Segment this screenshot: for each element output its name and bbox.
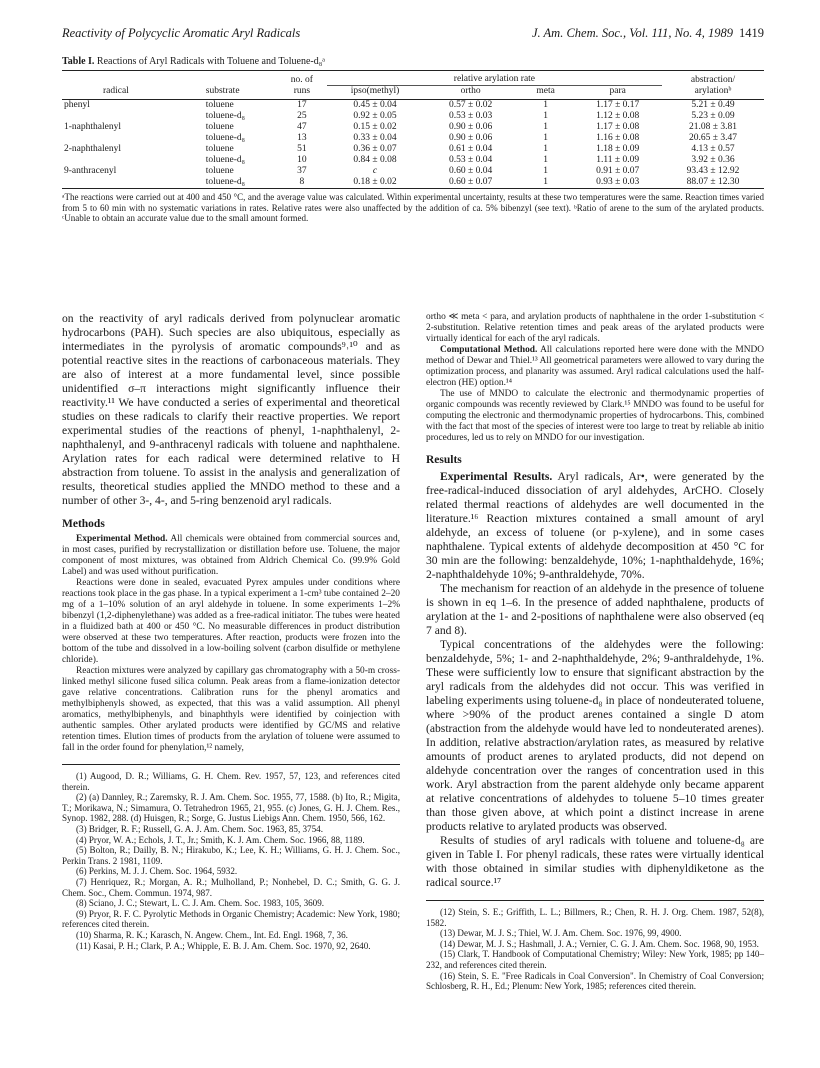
- cell-abstraction: 21.08 ± 3.81: [689, 122, 738, 132]
- cell-radical: 9-anthracenyl: [64, 166, 117, 176]
- analysis-paragraph: Reaction mixtures were analyzed by capillary gas chromatography with a 50-m cross-linked methyl silicone fused silica column. Peak areas from a flame-ionization detector gave relative concentrations. Calibration runs for the phenyl aromatics and methylbiphenyls showed, as expected, that this was a valid assumption. All phenyl aromatics, methylbiphenyls, and binaphthyls were identified by coinjection with authentic samples. Other arylated products were identified by GC/MS and relative retention times. Elution times of products from the arylation of toluene were assumed to fall in the order found for phenylation,¹² namely,: [62, 666, 400, 753]
- cell-runs: 25: [297, 111, 307, 121]
- left-column: [62, 312, 400, 951]
- table-row: [62, 111, 764, 122]
- cell-para: 1.11 ± 0.09: [596, 155, 640, 165]
- concentrations-paragraph: Typical concentrations of the aldehydes were the following: benzaldehyde, 5%; 1- and 2-naphthaldehyde, 2%; 9-anthraldehyde, 1%. These were sufficiently low to ensure that significant abstraction by the aryl radicals from the aldehydes did not occur. This was verified in labeling experiments using toluene-d₈ in place of nondeuterated toluene, where >90% of the product arenes contained a single D atom (abstraction from the aldehyde would have led to nondeuterated arenes). In addition, relative abstraction/arylation rates, as measured by relative amounts of product arenes to arylated products, did not depend on aldehyde concentration over the ranges of concentration used in this work. Aryl abstraction from the parent aldehyde only became apparent at relative concentrations of aldehydes to toluene 5–10 times greater than those given above, at which point a distinct increase in arene products relative to arylated products was observed.: [426, 638, 764, 833]
- running-head: [62, 26, 764, 46]
- experimental-method-text: All chemicals were obtained from commercial sources and, in most cases, purified by recrystallization or distillation before use. Toluene, the major component of most mixtures, was obtained from Aldrich Chemical Co. (99.9% Gold Label) and was used without purification.: [62, 534, 400, 577]
- cell-ortho: 0.53 ± 0.04: [448, 155, 493, 165]
- cell-abstraction: 4.13 ± 0.57: [691, 144, 735, 154]
- cell-abstraction: 5.21 ± 0.49: [691, 100, 735, 110]
- cell-ortho: 0.60 ± 0.04: [448, 166, 493, 176]
- reference-item: (11) Kasai, P. H.; Clark, P. A.; Whipple, E. B. J. Am. Chem. Soc. 1970, 92, 2640.: [76, 940, 371, 951]
- table-row: [62, 100, 764, 112]
- cell-meta: 1: [543, 144, 548, 154]
- results-heading: Results: [426, 454, 462, 466]
- experimental-results-label: Experimental Results.: [440, 470, 553, 483]
- cell-para: 1.17 ± 0.08: [596, 122, 640, 132]
- cell-radical: 2-naphthalenyl: [64, 144, 121, 154]
- reference-item: (5) Bolton, R.; Dailly, B. N.; Hirakubo, K.; Lee, K. H.; Williams, G. H. J. Chem. Soc., Perkin Trans. 2 1981, 1109.: [62, 845, 400, 866]
- cell-ortho: 0.53 ± 0.03: [448, 111, 493, 121]
- cell-abstraction: 93.43 ± 12.92: [686, 166, 740, 176]
- cell-meta: 1: [543, 166, 548, 176]
- running-head-journal: [532, 26, 764, 41]
- cell-meta: 1: [543, 111, 548, 121]
- reference-item: (1) Augood, D. R.; Williams, G. H. Chem. Rev. 1957, 57, 123, and references cited therein.: [62, 771, 400, 792]
- journal-citation: J. Am. Chem. Soc., Vol. 111, No. 4, 1989: [531, 26, 733, 40]
- header-ipso: ipso(methyl): [350, 86, 400, 96]
- experimental-method-label: Experimental Method.: [76, 534, 168, 544]
- cell-runs: 17: [297, 100, 307, 110]
- experimental-results-paragraph: [426, 470, 764, 582]
- reference-item: (4) Pryor, W. A.; Echols, J. T., Jr.; Smith, K. J. Am. Chem. Soc. 1966, 88, 1189.: [76, 834, 365, 845]
- cell-runs: 51: [297, 144, 307, 154]
- page-number: 1419: [739, 26, 764, 40]
- reference-item: (3) Bridger, R. F.; Russell, G. A. J. Am. Chem. Soc. 1963, 85, 3754.: [76, 823, 323, 834]
- cell-runs: 47: [297, 122, 307, 132]
- reactions-paragraph: Reactions were done in sealed, evacuated Pyrex ampules under conditions where reactions took place in the gas phase. In a typical experiment a 1-cm³ tube contained 2–20 mg of a 1–10% solution of an aryl aldehyde in toluene. In some experiments 1–2% bibenzyl (1,2-diphenylethane) was added as a free-radical initiator. The tubes were heated in a fluidized bath at 400 or 450 °C. No measurable differences in product distribution were observed at these two temperatures. After reaction, products were frozen into the bottom of the tube and dissolved in a low-boiling solvent (carbon disulfide or methylene chloride).: [62, 578, 400, 665]
- cell-substrate: toluene: [205, 144, 234, 154]
- reference-item: (8) Sciano, J. C.; Stewart, L. C. J. Am. Chem. Soc. 1983, 105, 3609.: [76, 898, 325, 909]
- reference-item: (10) Sharma, R. K.; Karasch, N. Angew. Chem., Int. Ed. Engl. 1968, 7, 36.: [76, 929, 348, 940]
- cell-ipso: 0.92 ± 0.05: [353, 111, 397, 121]
- footnote-rule: [62, 764, 400, 765]
- header-para: para: [609, 86, 626, 96]
- header-abstraction-line1: abstraction/: [690, 74, 736, 85]
- cell-substrate: toluene: [205, 122, 234, 132]
- table-caption: [62, 56, 764, 67]
- header-meta: meta: [536, 86, 555, 96]
- cell-runs: 10: [297, 155, 307, 165]
- cell-abstraction: 5.23 ± 0.09: [691, 111, 735, 121]
- header-ortho: ortho: [460, 86, 481, 96]
- reference-item: (14) Dewar, M. J. S.; Hashmall, J. A.; Vernier, C. G. J. Am. Chem. Soc. 1968, 90, 1953.: [440, 938, 759, 949]
- header-radical: radical: [102, 86, 129, 96]
- computational-method-label: Computational Method.: [440, 345, 538, 355]
- cell-para: 0.93 ± 0.03: [573, 177, 662, 189]
- cell-ortho: 0.57 ± 0.02: [448, 100, 493, 110]
- cell-ipso: 0.84 ± 0.08: [353, 155, 397, 165]
- cell-meta: 1: [543, 122, 548, 132]
- cell-ipso: 0.36 ± 0.07: [353, 144, 397, 154]
- cell-ipso: 0.33 ± 0.04: [353, 133, 397, 143]
- reference-item: (7) Henriquez, R.; Morgan, A. R.; Mulholland, P.; Nonhebel, D. C.; Smith, G. G. J. Chem. Soc., Chem. Commun. 1974, 987.: [62, 876, 400, 898]
- cell-ortho: 0.61 ± 0.04: [448, 144, 493, 154]
- cell-ortho: 0.90 ± 0.06: [448, 133, 493, 143]
- journal-page: [62, 26, 765, 992]
- cell-substrate: toluene: [205, 100, 234, 110]
- cell-abstraction: 3.92 ± 0.36: [691, 155, 735, 165]
- reference-item: (12) Stein, S. E.; Griffith, L. L.; Billmers, R.; Chen, R. H. J. Org. Chem. 1987, 52(8), 1582.: [426, 907, 764, 928]
- footnote-rule: [426, 900, 764, 901]
- table-row: [62, 166, 764, 177]
- header-abstraction-line2: arylationᵇ: [694, 86, 732, 96]
- cell-ipso: c: [372, 166, 378, 176]
- reference-item: (6) Perkins, M. J. J. Chem. Soc. 1964, 5932.: [76, 866, 238, 877]
- header-relative-arylation-rate: relative arylation rate: [327, 71, 662, 86]
- references-left: [62, 771, 400, 951]
- cell-ipso: 0.18 ± 0.02: [327, 177, 424, 189]
- header-runs-line1: no. of: [290, 74, 313, 85]
- cell-radical: [62, 155, 170, 166]
- reference-item: (9) Pryor, R. F. C. Pyrolytic Methods in Organic Chemistry; Academic: New York, 1980; references cited therein.: [62, 908, 400, 930]
- cell-substrate: toluene-d₈: [170, 177, 277, 189]
- table-row: [62, 144, 764, 155]
- toluene-results-paragraph: Results of studies of aryl radicals with toluene and toluene-d₈ are given in Table I. For phenyl radicals, these rates were virtually identical with those obtained in similar studies with diphenyldiketone as the radical source.¹⁷: [426, 834, 764, 889]
- cell-abstraction: 20.65 ± 3.47: [689, 133, 738, 143]
- cell-runs: 8: [277, 177, 327, 189]
- cell-abstraction: 88.07 ± 12.30: [662, 177, 764, 189]
- cell-ipso: 0.15 ± 0.02: [353, 122, 397, 132]
- references-right: [426, 907, 764, 992]
- right-column: [426, 312, 764, 992]
- mechanism-paragraph: The mechanism for reaction of an aldehyde in the presence of toluene is shown in eq 1–6. In the presence of added naphthalene, products of arylation at the 1- and 2-positions of naphthalene were also observed (eq 7 and 8).: [426, 582, 764, 637]
- cell-substrate: toluene-d₈: [205, 155, 245, 165]
- cell-para: 1.16 ± 0.08: [596, 133, 640, 143]
- computational-method-text: All calculations reported here were done with the MNDO method of Dewar and Thiel.¹³ All geometrical parameters were allowed to vary during the optimization process, and planarity was assumed. Aryl radical calculations used the half-electron (HE) option.¹⁴: [426, 345, 765, 388]
- cell-substrate: toluene-d₈: [205, 111, 245, 121]
- cell-ortho: 0.60 ± 0.07: [423, 177, 518, 189]
- reference-item: (15) Clark, T. Handbook of Computational Chemistry; Wiley: New York, 1985; pp 140–232, and references cited therein.: [426, 949, 764, 970]
- cell-runs: 37: [297, 166, 307, 176]
- table-caption-text: Reactions of Aryl Radicals with Toluene and Toluene-d₈ᵃ: [96, 56, 325, 67]
- computational-method-paragraph: [426, 345, 764, 389]
- reference-item: (16) Stein, S. E. "Free Radicals in Coal Conversion". In Chemistry of Coal Conversion; Schlosberg, R. H., Ed.; Plenum: New York, 1985; references cited therein.: [426, 970, 764, 992]
- experimental-results-text: Aryl radicals, Ar•, were generated by the free-radical-induced dissociation of aryl aldehydes, ArCHO. Closely related thermal reactions of aldehydes are well documented in the literature.¹⁶ Reaction mixtures contained a small amount of aryl aldehyde, an excess of toluene (or p-xylene), and in some cases naphthalene. Typical extents of aldehyde decomposition at 450 °C for 30 min are the following: benzaldehyde, 10%; 1-naphthaldehyde, 16%; 2-naphthaldehyde 10%; 9-anthraldehyde, 70%.: [426, 470, 764, 581]
- cell-para: 1.17 ± 0.17: [596, 100, 640, 110]
- cell-meta: 1: [543, 133, 548, 143]
- table-footnote: ᵃThe reactions were carried out at 400 and 450 °C, and the average value was calculated. Within experimental uncertainty, results at these two temperatures were the same. Reaction times varied from 5 to 60 min with no systematic variations in rates. Relative rates were also unaffected by the addition of ca. 5% bibenzyl (see text). ᵇRatio of arene to the sum of the arylated products. ᶜUnable to obtain an accurate value due to the small amount formed.: [62, 192, 764, 223]
- reference-item: (13) Dewar, M. J. S.; Thiel, W. J. Am. Chem. Soc. 1976, 99, 4900.: [440, 928, 682, 939]
- cell-meta: 1: [543, 155, 548, 165]
- cell-runs: 13: [297, 133, 307, 143]
- reference-item: (2) (a) Dannley, R.; Zaremsky, R. J. Am. Chem. Soc. 1955, 77, 1588. (b) Ito, R.; Migita, T.; Morikawa, N.; Simamura, O. Tetrahedron 1965, 21, 955. (c) Jones, G. H. J. Chem. Res., Synop. 1982, 288. (d) Huisgen, R.; Sorge, G. Justus Liebigs Ann. Chem. 1950, 566, 162.: [62, 792, 400, 824]
- table-row: [62, 155, 764, 166]
- mndo-paragraph: The use of MNDO to calculate the electronic and thermodynamic properties of organic compounds was recently reviewed by Clark.¹⁵ MNDO was found to be useful for computing the electronic and thermodynamic properties of hydrocarbons. This, combined with the fact that most of the species of interest were too large to treat by reliable ab initio procedures, led us to rely on MNDO for our investigation.: [426, 389, 764, 443]
- header-runs-line2: runs: [293, 86, 311, 96]
- table-row: [62, 177, 764, 189]
- cell-ortho: 0.90 ± 0.06: [448, 122, 493, 132]
- cell-ipso: 0.45 ± 0.04: [353, 100, 397, 110]
- table-label: Table I.: [62, 56, 95, 67]
- cell-para: 0.91 ± 0.07: [596, 166, 640, 176]
- cell-substrate: toluene-d₈: [205, 133, 245, 143]
- cell-para: 1.12 ± 0.08: [596, 111, 640, 121]
- table-row: [62, 122, 764, 133]
- cell-meta: 1: [518, 177, 573, 189]
- methods-heading: Methods: [62, 518, 105, 530]
- cell-substrate: toluene: [205, 166, 234, 176]
- reactions-table: [62, 70, 764, 189]
- intro-paragraph: on the reactivity of aryl radicals derived from polynuclear aromatic hydrocarbons (PAH). Such species are also ubiquitous, especially as intermediates in the pyrolysis of aromatic compounds⁹˒¹⁰ and as potential reactive sites in the reactions of carbonaceous materials. They are also of interest at a more fundamental level, since possible unidentified σ–π interactions might significantly influence their reactivity.¹¹ We have conducted a series of experimental and theoretical studies on these radicals to clarify their reactive properties. We report experimental studies of the reactions of phenyl, 1-naphthalenyl, 2-naphthalenyl, and 9-anthracenyl radicals with toluene and naphthalene. Arylation rates for each radical were determined relative to H abstraction from toluene. To assist in the analysis and generalization of results, theoretical studies applied the MNDO method to these and a number of other 3-, 4-, and 5-ring benzenoid aryl radicals.: [62, 312, 400, 507]
- cell-radical: phenyl: [64, 100, 90, 110]
- cell-radical: [62, 133, 170, 144]
- table-row: [62, 133, 764, 144]
- cell-radical: [62, 177, 170, 189]
- cell-meta: 1: [543, 100, 548, 110]
- cell-radical: 1-naphthalenyl: [64, 122, 121, 132]
- cell-radical: [62, 111, 170, 122]
- header-substrate: substrate: [205, 86, 240, 96]
- continued-paragraph: ortho ≪ meta < para, and arylation products of naphthalene in the order 1-substitution < 2-substitution. Relative retention times and peak areas of the arylated products were virtually identical for each of the aryl radicals.: [426, 312, 764, 344]
- cell-para: 1.18 ± 0.09: [596, 144, 640, 154]
- running-head-title: Reactivity of Polycyclic Aromatic Aryl Radicals: [62, 26, 301, 40]
- experimental-method-paragraph: [62, 534, 400, 578]
